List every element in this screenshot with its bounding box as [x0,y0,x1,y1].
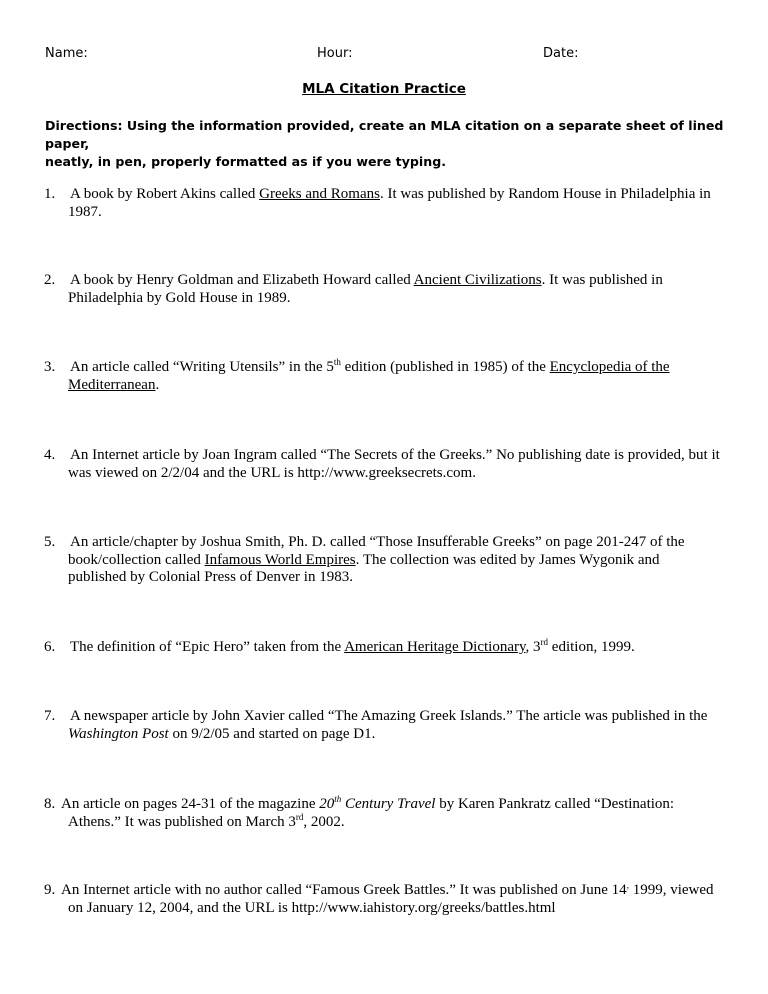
item-number: 5. [44,534,56,550]
magazine-title-text: Century Travel [341,796,436,812]
directions-line-1: Directions: Using the information provided, create an MLA citation on a separate sheet of lined paper, [45,118,724,151]
citation-item-4 [44,447,734,482]
item-text: The definition of “Epic Hero” taken from the [70,639,345,655]
directions-line-2: neatly, in pen, properly formatted as if you were typing. [45,154,447,169]
citation-item-3 [44,359,734,394]
citation-item-9 [44,882,734,917]
citation-item-1 [44,186,734,221]
item-number: 6. [44,639,56,655]
item-text: , 3 [525,639,541,655]
encyclopedia-title: Encyclopedia of the [549,359,670,375]
citation-item-6 [44,639,734,657]
item-text-continued: Philadelphia by Gold House in 1989. [68,289,291,306]
item-number: 4. [44,447,56,463]
item-text: An article/chapter by Joshua Smith, Ph. D. called “Those Insufferable Greeks” on page 201-247 of the [70,534,685,550]
hour-label: Hour: [317,46,353,61]
book-title: Greeks and Romans [259,186,380,202]
superscript: th [334,794,342,804]
encyclopedia-title-continued: Mediterranean [68,376,156,393]
item-text: edition, 1999. [548,639,635,655]
item-text: . It was published in [541,272,663,288]
item-text-continued: 1987. [68,203,102,220]
superscript: rd [540,637,549,647]
page-title: MLA Citation Practice [302,81,466,97]
item-number: 9. [44,882,56,898]
newspaper-title: Washington Post [68,725,169,742]
citation-item-5 [44,534,734,587]
item-text: A newspaper article by John Xavier called “The Amazing Greek Islands.” The article was published in the [70,708,708,724]
item-text-continued: on January 12, 2004, and the URL is http://www.iahistory.org/greeks/battles.html [68,899,556,916]
item-text: . The collection was edited by James Wygonik and [355,551,660,568]
item-number: 1. [44,186,56,202]
item-text: An Internet article by Joan Ingram called “The Secrets of the Greeks.” No publishing date is provided, but it [70,447,720,463]
citation-item-7 [44,708,734,743]
item-text-continued: published by Colonial Press of Denver in 1983. [68,569,353,585]
citation-item-8 [44,796,734,831]
item-text: An article called “Writing Utensils” in the 5 [70,359,334,375]
item-text: book/collection called [68,551,205,568]
item-text: , 2002. [303,813,345,830]
citation-item-2 [44,272,734,307]
date-label: Date: [543,46,579,61]
item-text: on 9/2/05 and started on page D1. [168,725,376,742]
item-text: Athens.” It was published on March 3 [68,813,296,830]
item-text: . It was published by Random House in Philadelphia in [379,186,711,202]
item-text: A book by Robert Akins called [70,186,260,202]
magazine-title [319,796,435,812]
dictionary-title: American Heritage Dictionary [344,639,526,655]
item-number: 2. [44,272,56,288]
superscript: th [333,357,341,367]
collection-title: Infamous World Empires [204,551,356,568]
item-text: edition (published in 1985) of the [340,359,550,375]
item-number: 3. [44,359,56,375]
item-number: 7. [44,708,56,724]
book-title: Ancient Civilizations [413,272,542,288]
item-text: . [155,376,160,393]
item-text: An Internet article with no author called “Famous Greek Battles.” It was published on June 14 [61,882,627,898]
magazine-title-number: 20 [319,796,335,812]
item-text: A book by Henry Goldman and Elizabeth Howard called [70,272,414,288]
superscript: rd [295,811,304,822]
directions [45,117,735,171]
item-text: 1999, viewed [628,882,714,898]
superscript: , [626,880,629,890]
item-text-continued: was viewed on 2/2/04 and the URL is http://www.greeksecrets.com. [68,464,476,481]
name-label: Name: [45,46,88,61]
item-number: 8. [44,796,56,812]
item-text: An article on pages 24-31 of the magazine [61,796,320,812]
item-text: by Karen Pankratz called “Destination: [435,796,675,812]
